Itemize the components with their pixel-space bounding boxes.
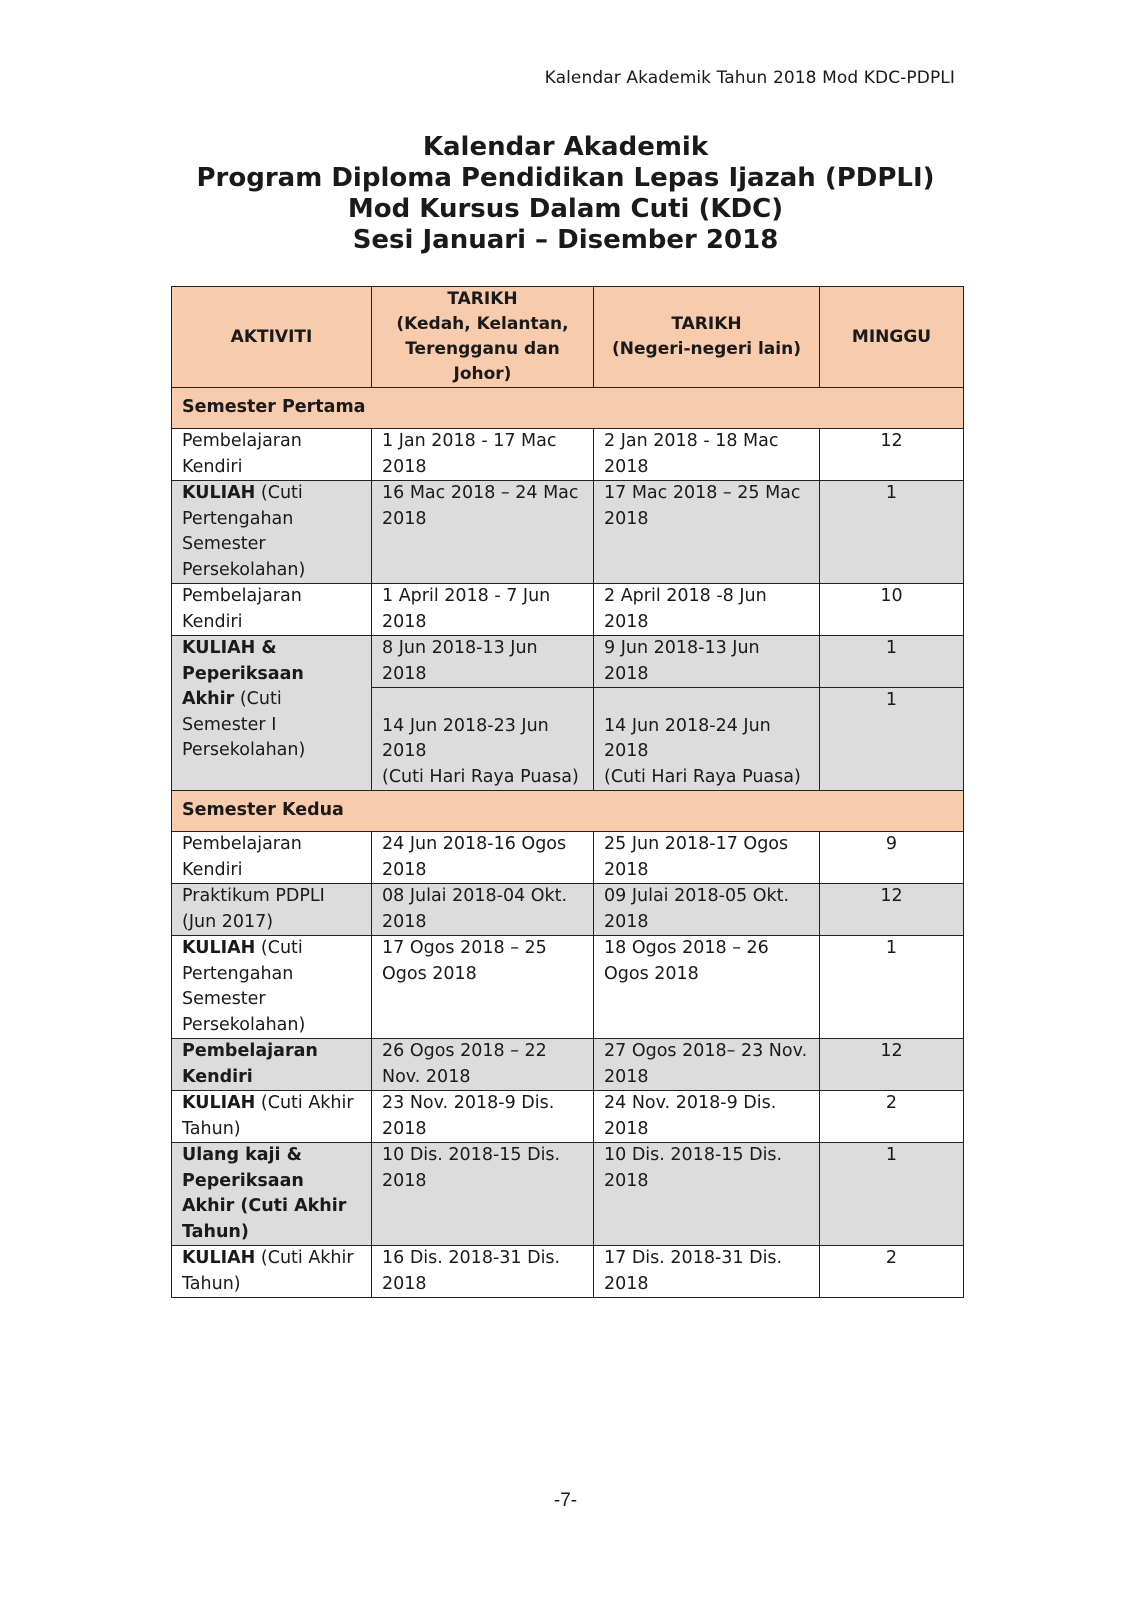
activity-cell [172, 481, 372, 584]
activity-cell [172, 1246, 372, 1298]
date-cell-1: 16 Mac 2018 – 24 Mac 2018 [372, 481, 594, 584]
date-cell-2: 2 April 2018 -8 Jun 2018 [594, 584, 820, 636]
weeks-cell: 12 [820, 1039, 964, 1091]
activity-cell [172, 936, 372, 1039]
activity-cell [172, 1143, 372, 1246]
activity-bold: KULIAH & Peperiksaan Akhir [182, 638, 304, 709]
col-header-tarikh-1-sub1: (Kedah, Kelantan, [396, 314, 569, 334]
date-cell-1: 24 Jun 2018-16 Ogos 2018 [372, 832, 594, 884]
activity-cell [172, 584, 372, 636]
academic-calendar-table [171, 286, 964, 1298]
col-header-tarikh-2-label: TARIKH [671, 314, 742, 334]
date-cell-2: 25 Jun 2018-17 Ogos 2018 [594, 832, 820, 884]
weeks-cell: 12 [820, 429, 964, 481]
activity-text: (Cuti Akhir Tahun) [182, 1093, 354, 1139]
date-cell-2: 10 Dis. 2018-15 Dis. 2018 [594, 1143, 820, 1246]
activity-text: (Cuti Akhir Tahun) [182, 1248, 354, 1294]
table-row [172, 884, 964, 936]
date-cell-1: 17 Ogos 2018 – 25 Ogos 2018 [372, 936, 594, 1039]
date-cell-2: 09 Julai 2018-05 Okt. 2018 [594, 884, 820, 936]
activity-text: Pembelajaran Kendiri [182, 586, 302, 632]
date-cell-1: 1 Jan 2018 - 17 Mac 2018 [372, 429, 594, 481]
title-line-2: Program Diploma Pendidikan Lepas Ijazah (PDPLI) [196, 163, 935, 193]
col-header-tarikh-1 [372, 287, 594, 388]
date-note: (Cuti Hari Raya Puasa) [604, 766, 801, 787]
weeks-cell: 1 [820, 481, 964, 584]
activity-bold: Pembelajaran Kendiri [182, 1041, 318, 1087]
table-row [172, 832, 964, 884]
date-cell-2: 27 Ogos 2018– 23 Nov. 2018 [594, 1039, 820, 1091]
date-cell-1: 1 April 2018 - 7 Jun 2018 [372, 584, 594, 636]
section-title: Semester Pertama [172, 388, 964, 429]
col-header-tarikh-2 [594, 287, 820, 388]
date-cell-1: 23 Nov. 2018-9 Dis. 2018 [372, 1091, 594, 1143]
table-row [172, 481, 964, 584]
date-cell-2: 9 Jun 2018-13 Jun 2018 [594, 636, 820, 688]
table-row [172, 1246, 964, 1298]
activity-text: (Cuti Pertengahan Semester Persekolahan) [182, 938, 306, 1035]
date-cell-1: 08 Julai 2018-04 Okt. 2018 [372, 884, 594, 936]
running-header: Kalendar Akademik Tahun 2018 Mod KDC-PDPLI [544, 68, 955, 88]
weeks-cell: 2 [820, 1091, 964, 1143]
date-cell-1 [372, 688, 594, 791]
activity-bold: KULIAH [182, 1248, 256, 1268]
table-header-row [172, 287, 964, 388]
activity-text: Pembelajaran Kendiri [182, 431, 302, 477]
activity-cell [172, 636, 372, 791]
title-line-4: Sesi Januari – Disember 2018 [352, 225, 779, 255]
date-cell-1: 8 Jun 2018-13 Jun 2018 [372, 636, 594, 688]
weeks-cell: 9 [820, 832, 964, 884]
date-cell-2 [594, 688, 820, 791]
weeks-cell: 12 [820, 884, 964, 936]
table-row [172, 584, 964, 636]
section-title: Semester Kedua [172, 791, 964, 832]
activity-cell [172, 884, 372, 936]
activity-bold: KULIAH [182, 1093, 256, 1113]
section-row-semester-kedua [172, 791, 964, 832]
title-line-1: Kalendar Akademik [422, 132, 709, 162]
weeks-cell: 10 [820, 584, 964, 636]
activity-bold: Ulang kaji & Peperiksaan Akhir (Cuti Akhir Tahun) [182, 1145, 347, 1242]
table-row [172, 429, 964, 481]
activity-bold: KULIAH [182, 483, 256, 503]
weeks-cell: 2 [820, 1246, 964, 1298]
date-cell-2: 24 Nov. 2018-9 Dis. 2018 [594, 1091, 820, 1143]
date-note: (Cuti Hari Raya Puasa) [382, 766, 579, 787]
date-text: 14 Jun 2018-24 Jun 2018 [604, 715, 771, 761]
table-row [172, 936, 964, 1039]
date-cell-1: 26 Ogos 2018 – 22 Nov. 2018 [372, 1039, 594, 1091]
activity-cell [172, 1039, 372, 1091]
activity-text: (Cuti Semester I Persekolahan) [182, 689, 306, 760]
activity-bold: KULIAH [182, 938, 256, 958]
section-row-semester-pertama [172, 388, 964, 429]
col-header-tarikh-1-sub2: Terengganu dan Johor) [405, 339, 560, 384]
date-text: 14 Jun 2018-23 Jun 2018 [382, 715, 549, 761]
table-row [172, 1091, 964, 1143]
col-header-tarikh-1-label: TARIKH [447, 289, 518, 309]
date-cell-2: 17 Dis. 2018-31 Dis. 2018 [594, 1246, 820, 1298]
date-cell-1: 10 Dis. 2018-15 Dis. 2018 [372, 1143, 594, 1246]
table-row [172, 1039, 964, 1091]
activity-text: Praktikum PDPLI (Jun 2017) [182, 886, 325, 932]
activity-text: Pembelajaran Kendiri [182, 834, 302, 880]
title-line-3: Mod Kursus Dalam Cuti (KDC) [347, 194, 784, 224]
col-header-tarikh-2-sub1: (Negeri-negeri lain) [612, 339, 801, 359]
date-cell-1: 16 Dis. 2018-31 Dis. 2018 [372, 1246, 594, 1298]
weeks-cell: 1 [820, 936, 964, 1039]
date-cell-2: 2 Jan 2018 - 18 Mac 2018 [594, 429, 820, 481]
col-header-aktiviti: AKTIVITI [172, 287, 372, 388]
weeks-cell: 1 [820, 688, 964, 791]
activity-cell [172, 1091, 372, 1143]
activity-text: (Cuti Pertengahan Semester Persekolahan) [182, 483, 306, 580]
document-title [0, 132, 1131, 256]
activity-cell [172, 429, 372, 481]
col-header-minggu: MINGGU [820, 287, 964, 388]
table-row [172, 636, 964, 688]
page-number: -7- [553, 1490, 578, 1511]
weeks-cell: 1 [820, 1143, 964, 1246]
weeks-cell: 1 [820, 636, 964, 688]
date-cell-2: 17 Mac 2018 – 25 Mac 2018 [594, 481, 820, 584]
activity-cell [172, 832, 372, 884]
date-cell-2: 18 Ogos 2018 – 26 Ogos 2018 [594, 936, 820, 1039]
table-row [172, 1143, 964, 1246]
